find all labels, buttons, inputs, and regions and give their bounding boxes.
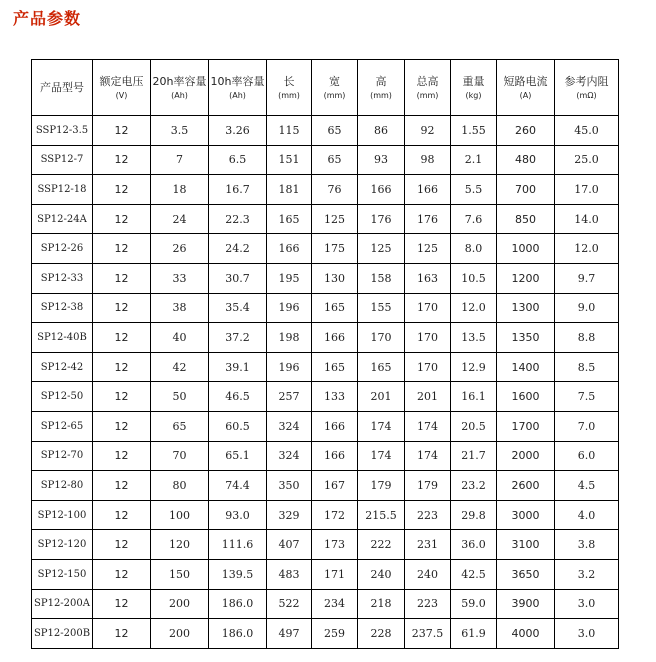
table-cell: 2600	[497, 471, 555, 501]
table-cell: 3.26	[209, 116, 267, 146]
table-cell: 196	[267, 352, 312, 382]
table-cell: 100	[151, 500, 209, 530]
model-cell: SSP12-3.5	[32, 116, 93, 146]
column-header-unit: (mm)	[416, 90, 439, 100]
table-cell: 324	[267, 411, 312, 441]
table-cell: 1000	[497, 234, 555, 264]
table-cell: 115	[267, 116, 312, 146]
table-cell: 60.5	[209, 411, 267, 441]
table-cell: 12	[93, 559, 151, 589]
table-cell: 12	[93, 589, 151, 619]
table-cell: 231	[405, 530, 451, 560]
table-cell: 176	[358, 204, 405, 234]
model-cell: SSP12-7	[32, 145, 93, 175]
table-row	[32, 471, 619, 501]
table-cell: 3900	[497, 589, 555, 619]
model-cell: SP12-80	[32, 471, 93, 501]
column-header-label: 重量	[462, 75, 485, 89]
column-header	[209, 60, 267, 116]
table-cell: 9.0	[555, 293, 619, 323]
table-cell: 12	[93, 530, 151, 560]
column-header	[451, 60, 497, 116]
table-cell: 700	[497, 175, 555, 205]
table-cell: 7.5	[555, 382, 619, 412]
column-header-label: 20h率容量	[152, 75, 207, 89]
table-cell: 50	[151, 382, 209, 412]
table-cell: 165	[312, 352, 358, 382]
table-cell: 9.7	[555, 263, 619, 293]
model-cell: SP12-40B	[32, 323, 93, 353]
table-cell: 86	[358, 116, 405, 146]
column-header-unit: (V)	[115, 90, 128, 100]
table-cell: 93.0	[209, 500, 267, 530]
table-cell: 8.8	[555, 323, 619, 353]
table-cell: 1.55	[451, 116, 497, 146]
table-cell: 23.2	[451, 471, 497, 501]
table-cell: 4000	[497, 619, 555, 649]
table-cell: 36.0	[451, 530, 497, 560]
table-cell: 166	[312, 323, 358, 353]
table-cell: 522	[267, 589, 312, 619]
table-cell: 223	[405, 589, 451, 619]
table-cell: 65	[151, 411, 209, 441]
model-cell: SP12-42	[32, 352, 93, 382]
table-cell: 12	[93, 204, 151, 234]
table-cell: 222	[358, 530, 405, 560]
table-cell: 17.0	[555, 175, 619, 205]
table-cell: 12	[93, 352, 151, 382]
column-header	[555, 60, 619, 116]
table-cell: 33	[151, 263, 209, 293]
table-cell: 201	[358, 382, 405, 412]
table-cell: 12	[93, 293, 151, 323]
table-cell: 237.5	[405, 619, 451, 649]
table-cell: 195	[267, 263, 312, 293]
table-cell: 98	[405, 145, 451, 175]
table-cell: 12.9	[451, 352, 497, 382]
table-cell: 201	[405, 382, 451, 412]
model-cell: SP12-24A	[32, 204, 93, 234]
table-cell: 1700	[497, 411, 555, 441]
table-cell: 171	[312, 559, 358, 589]
column-header	[267, 60, 312, 116]
table-cell: 10.5	[451, 263, 497, 293]
table-cell: 165	[358, 352, 405, 382]
table-cell: 186.0	[209, 619, 267, 649]
column-header	[497, 60, 555, 116]
table-row	[32, 293, 619, 323]
table-cell: 12	[93, 323, 151, 353]
table-cell: 12	[93, 500, 151, 530]
table-cell: 234	[312, 589, 358, 619]
table-cell: 3.2	[555, 559, 619, 589]
table-cell: 329	[267, 500, 312, 530]
table-cell: 76	[312, 175, 358, 205]
table-cell: 850	[497, 204, 555, 234]
table-row	[32, 589, 619, 619]
table-cell: 25.0	[555, 145, 619, 175]
table-cell: 257	[267, 382, 312, 412]
column-header-label: 长	[283, 75, 295, 89]
table-cell: 497	[267, 619, 312, 649]
table-cell: 16.7	[209, 175, 267, 205]
column-header-label: 10h率容量	[210, 75, 265, 89]
table-cell: 172	[312, 500, 358, 530]
model-cell: SSP12-18	[32, 175, 93, 205]
table-cell: 30.7	[209, 263, 267, 293]
table-cell: 3.0	[555, 589, 619, 619]
table-cell: 12	[93, 619, 151, 649]
table-cell: 12	[93, 175, 151, 205]
column-header	[93, 60, 151, 116]
column-header-unit: (mΩ)	[576, 90, 597, 100]
model-cell: SP12-200A	[32, 589, 93, 619]
table-row	[32, 500, 619, 530]
table-cell: 170	[358, 323, 405, 353]
table-cell: 46.5	[209, 382, 267, 412]
table-row	[32, 116, 619, 146]
table-row	[32, 382, 619, 412]
column-header-unit: (Ah)	[229, 90, 246, 100]
table-cell: 4.0	[555, 500, 619, 530]
table-cell: 59.0	[451, 589, 497, 619]
table-cell: 1600	[497, 382, 555, 412]
table-cell: 3.5	[151, 116, 209, 146]
table-cell: 150	[151, 559, 209, 589]
table-cell: 483	[267, 559, 312, 589]
column-header-unit: (mm)	[370, 90, 392, 100]
table-row	[32, 234, 619, 264]
table-cell: 65.1	[209, 441, 267, 471]
table-cell: 1300	[497, 293, 555, 323]
table-row	[32, 323, 619, 353]
table-row	[32, 352, 619, 382]
table-cell: 174	[405, 411, 451, 441]
table-cell: 8.5	[555, 352, 619, 382]
table-cell: 166	[405, 175, 451, 205]
table-cell: 133	[312, 382, 358, 412]
table-cell: 155	[358, 293, 405, 323]
table-cell: 65	[312, 116, 358, 146]
column-header	[32, 60, 93, 116]
column-header-unit: (mm)	[278, 90, 300, 100]
column-header-label: 高	[375, 75, 387, 89]
table-row	[32, 530, 619, 560]
table-cell: 12	[93, 471, 151, 501]
column-header	[405, 60, 451, 116]
table-cell: 170	[405, 352, 451, 382]
table-cell: 1400	[497, 352, 555, 382]
table-cell: 1200	[497, 263, 555, 293]
table-row	[32, 619, 619, 649]
table-cell: 12	[93, 382, 151, 412]
table-cell: 12	[93, 145, 151, 175]
table-cell: 12	[93, 234, 151, 264]
column-header-unit: (mm)	[323, 90, 346, 100]
column-header	[312, 60, 358, 116]
column-header-label: 参考内阻	[564, 75, 609, 89]
table-cell: 13.5	[451, 323, 497, 353]
table-cell: 186.0	[209, 589, 267, 619]
table-cell: 6.0	[555, 441, 619, 471]
table-cell: 7.0	[555, 411, 619, 441]
table-cell: 7.6	[451, 204, 497, 234]
table-cell: 16.1	[451, 382, 497, 412]
table-cell: 45.0	[555, 116, 619, 146]
column-header	[358, 60, 405, 116]
table-cell: 3100	[497, 530, 555, 560]
table-cell: 174	[358, 441, 405, 471]
table-cell: 480	[497, 145, 555, 175]
table-cell: 20.5	[451, 411, 497, 441]
table-cell: 14.0	[555, 204, 619, 234]
table-cell: 170	[405, 323, 451, 353]
table-cell: 240	[358, 559, 405, 589]
model-cell: SP12-50	[32, 382, 93, 412]
table-cell: 196	[267, 293, 312, 323]
table-cell: 176	[405, 204, 451, 234]
model-cell: SP12-38	[32, 293, 93, 323]
model-cell: SP12-33	[32, 263, 93, 293]
table-row	[32, 263, 619, 293]
table-cell: 218	[358, 589, 405, 619]
column-header-label: 总高	[416, 75, 439, 89]
table-cell: 200	[151, 589, 209, 619]
model-cell: SP12-200B	[32, 619, 93, 649]
table-row	[32, 204, 619, 234]
table-cell: 139.5	[209, 559, 267, 589]
model-cell: SP12-70	[32, 441, 93, 471]
table-cell: 179	[358, 471, 405, 501]
table-cell: 181	[267, 175, 312, 205]
table-cell: 38	[151, 293, 209, 323]
table-row	[32, 441, 619, 471]
table-cell: 12	[93, 411, 151, 441]
table-cell: 151	[267, 145, 312, 175]
table-row	[32, 559, 619, 589]
table-cell: 65	[312, 145, 358, 175]
table-cell: 165	[312, 293, 358, 323]
table-cell: 174	[358, 411, 405, 441]
table-cell: 42.5	[451, 559, 497, 589]
table-cell: 12	[93, 263, 151, 293]
column-header-label: 产品型号	[40, 80, 84, 94]
table-cell: 2.1	[451, 145, 497, 175]
table-cell: 174	[405, 441, 451, 471]
table-row	[32, 145, 619, 175]
column-header	[151, 60, 209, 116]
table-cell: 74.4	[209, 471, 267, 501]
table-cell: 167	[312, 471, 358, 501]
table-header-row	[32, 60, 619, 116]
table-cell: 111.6	[209, 530, 267, 560]
table-cell: 165	[267, 204, 312, 234]
column-header-unit: (kg)	[465, 90, 482, 100]
table-cell: 42	[151, 352, 209, 382]
table-cell: 125	[358, 234, 405, 264]
table-cell: 93	[358, 145, 405, 175]
table-cell: 35.4	[209, 293, 267, 323]
model-cell: SP12-65	[32, 411, 93, 441]
table-cell: 24	[151, 204, 209, 234]
table-cell: 5.5	[451, 175, 497, 205]
table-cell: 12	[93, 441, 151, 471]
table-cell: 61.9	[451, 619, 497, 649]
table-cell: 166	[358, 175, 405, 205]
table-cell: 29.8	[451, 500, 497, 530]
table-cell: 125	[405, 234, 451, 264]
table-cell: 215.5	[358, 500, 405, 530]
table-cell: 120	[151, 530, 209, 560]
column-header-label: 额定电压	[99, 75, 144, 89]
table-cell: 260	[497, 116, 555, 146]
table-cell: 173	[312, 530, 358, 560]
table-cell: 80	[151, 471, 209, 501]
table-cell: 2000	[497, 441, 555, 471]
table-cell: 6.5	[209, 145, 267, 175]
table-cell: 223	[405, 500, 451, 530]
table-cell: 158	[358, 263, 405, 293]
column-header-unit: (Ah)	[171, 90, 188, 100]
table-cell: 39.1	[209, 352, 267, 382]
table-cell: 22.3	[209, 204, 267, 234]
table-cell: 350	[267, 471, 312, 501]
table-cell: 12	[93, 116, 151, 146]
table-cell: 8.0	[451, 234, 497, 264]
table-cell: 200	[151, 619, 209, 649]
table-cell: 1350	[497, 323, 555, 353]
table-cell: 407	[267, 530, 312, 560]
page-title: 产品参数	[13, 9, 82, 28]
table-cell: 3000	[497, 500, 555, 530]
table-cell: 166	[267, 234, 312, 264]
table-row	[32, 175, 619, 205]
table-cell: 12.0	[555, 234, 619, 264]
table-row	[32, 411, 619, 441]
table-cell: 37.2	[209, 323, 267, 353]
table-cell: 21.7	[451, 441, 497, 471]
table-cell: 179	[405, 471, 451, 501]
column-header-label: 宽	[329, 75, 340, 89]
table-cell: 40	[151, 323, 209, 353]
table-cell: 198	[267, 323, 312, 353]
table-cell: 7	[151, 145, 209, 175]
table-cell: 26	[151, 234, 209, 264]
table-cell: 228	[358, 619, 405, 649]
table-cell: 125	[312, 204, 358, 234]
model-cell: SP12-26	[32, 234, 93, 264]
product-spec-table	[31, 59, 619, 649]
table-cell: 166	[312, 441, 358, 471]
table-cell: 4.5	[555, 471, 619, 501]
table-cell: 70	[151, 441, 209, 471]
table-cell: 92	[405, 116, 451, 146]
table-cell: 3650	[497, 559, 555, 589]
model-cell: SP12-120	[32, 530, 93, 560]
model-cell: SP12-150	[32, 559, 93, 589]
table-cell: 175	[312, 234, 358, 264]
table-cell: 166	[312, 411, 358, 441]
table-cell: 259	[312, 619, 358, 649]
column-header-unit: (A)	[519, 90, 532, 100]
column-header-label: 短路电流	[503, 75, 548, 89]
table-cell: 170	[405, 293, 451, 323]
table-cell: 24.2	[209, 234, 267, 264]
table-cell: 12.0	[451, 293, 497, 323]
table-cell: 324	[267, 441, 312, 471]
table-cell: 130	[312, 263, 358, 293]
table-cell: 3.8	[555, 530, 619, 560]
table-cell: 240	[405, 559, 451, 589]
table-cell: 3.0	[555, 619, 619, 649]
table-cell: 18	[151, 175, 209, 205]
model-cell: SP12-100	[32, 500, 93, 530]
table-cell: 163	[405, 263, 451, 293]
